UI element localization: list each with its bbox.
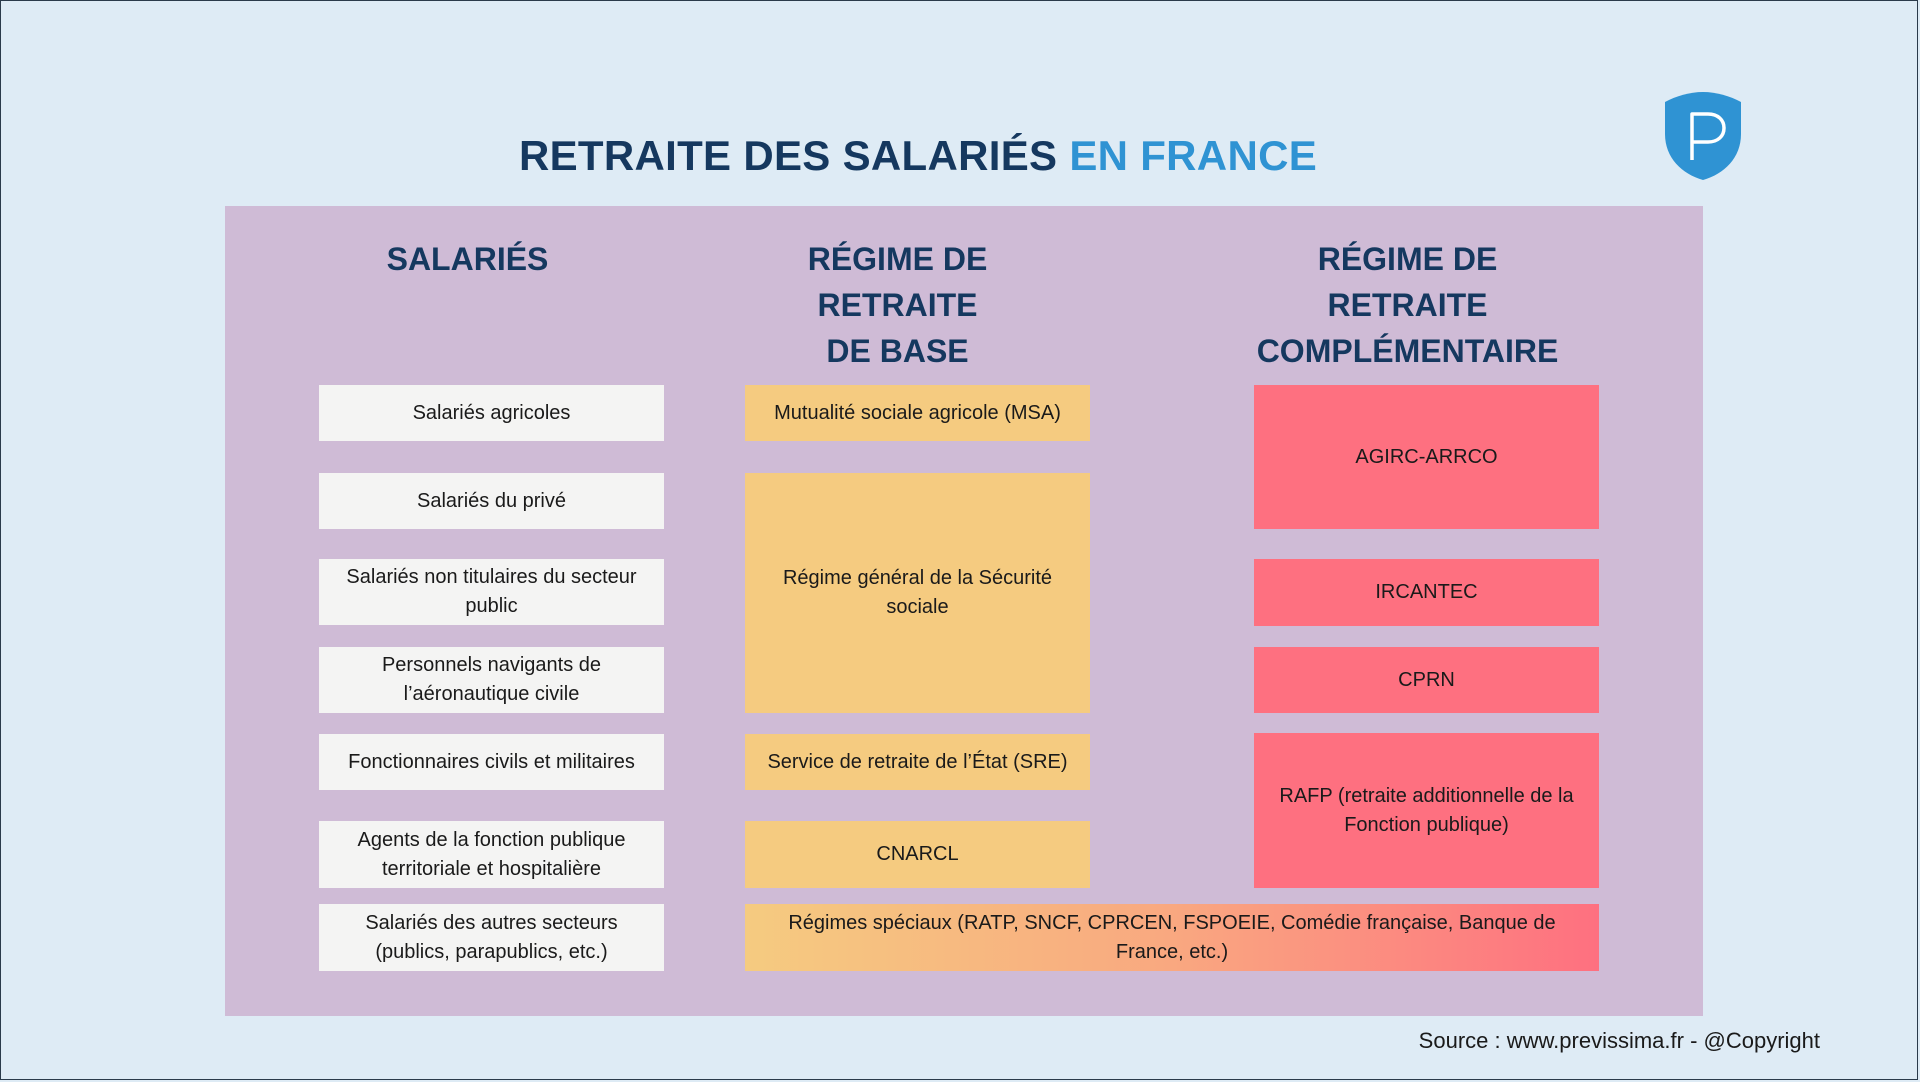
column-header-complementaire [1235,236,1580,374]
title-part-1: RETRAITE DES SALARIÉS [518,132,1058,179]
complementaire-box-cprn: CPRN [1254,647,1599,713]
salaries-box-autres: Salariés des autres secteurs (publics, parapublics, etc.) [319,904,664,971]
base-box-regime-general: Régime général de la Sécurité sociale [745,473,1090,713]
shield-p-logo-icon [1662,90,1744,182]
column-header-base-line-2: DE BASE [826,333,969,369]
diagram-panel [225,206,1703,1016]
source-credit: Source : www.previssima.fr - @Copyright [1418,1028,1820,1053]
base-box-cnarcl: CNARCL [745,821,1090,888]
column-header-complementaire-line-1: RÉGIME DE RETRAITE [1317,241,1498,323]
salaries-box-prive: Salariés du privé [319,473,664,529]
salaries-box-fonctionnaires: Fonctionnaires civils et militaires [319,734,664,790]
complementaire-box-rafp: RAFP (retraite additionnelle de la Fonction publique) [1254,733,1599,888]
salaries-box-navigants: Personnels navigants de l’aéronautique civile [319,647,664,713]
regimes-speciaux-box: Régimes spéciaux (RATP, SNCF, CPRCEN, FSPOEIE, Comédie française, Banque de France, etc.) [745,904,1599,971]
base-box-msa: Mutualité sociale agricole (MSA) [745,385,1090,441]
column-header-complementaire-line-2: COMPLÉMENTAIRE [1256,333,1559,369]
column-header-salaries [295,236,640,282]
salaries-box-agents: Agents de la fonction publique territoriale et hospitalière [319,821,664,888]
complementaire-box-ircantec: IRCANTEC [1254,559,1599,626]
column-header-salaries-text: SALARIÉS [386,241,549,277]
title-part-2: EN FRANCE [1069,132,1318,179]
column-header-base [725,236,1070,374]
base-box-sre: Service de retraite de l’État (SRE) [745,734,1090,790]
salaries-box-non-titulaires: Salariés non titulaires du secteur public [319,559,664,625]
page-title [0,132,1836,180]
column-header-base-line-1: RÉGIME DE RETRAITE [807,241,988,323]
complementaire-box-agirc-arrco: AGIRC-ARRCO [1254,385,1599,529]
salaries-box-agricoles: Salariés agricoles [319,385,664,441]
